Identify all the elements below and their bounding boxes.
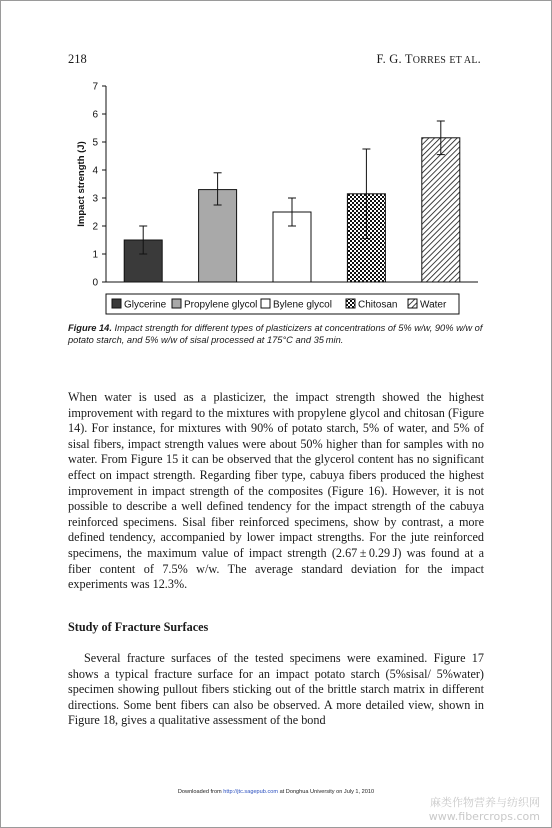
running-head-part: F. G. T <box>376 52 413 66</box>
y-tick-label: 4 <box>92 165 98 177</box>
download-footer <box>0 789 552 795</box>
legend-label: Propylene glycol <box>184 299 258 311</box>
footer-link[interactable]: http://jtc.sagepub.com <box>223 789 279 795</box>
y-tick-label: 2 <box>92 221 98 233</box>
y-tick-label: 6 <box>92 109 98 121</box>
legend-swatch <box>172 299 181 308</box>
y-tick-label: 3 <box>92 193 98 205</box>
running-head-smallcaps: ORRES <box>412 55 447 66</box>
figure-caption-text: Impact strength for different types of plasticizers at concentrations of 5% w/w, 90% w/w of potato starch, and 5% w/w of sisal processed at 175°C and 35 min. <box>68 323 483 345</box>
legend-label: Glycerine <box>124 299 167 311</box>
body-paragraph: Several fracture surfaces of the tested specimens were examined. Figure 17 shows a typical fracture surface for an impact potato starch (5%sisal/ 5%water) specimen showing pullout fibers sticking out of the brittle starch matrix in different directions. Some bent fibers can also be observed. A more detailed view, shown in Figure 18, gives a qualitative assessment of the bond <box>68 651 484 728</box>
legend-swatch <box>408 299 417 308</box>
body-paragraph: When water is used as a plasticizer, the impact strength showed the highest improvement with regard to the mixtures with propylene glycol and chitosan (Figure 14). For instance, for mixtures with 90% of potato starch, 5% of water, and 5% of sisal fibers, impact strength values were about 50% higher than for samples with no water. From Figure 15 it can be observed that the glycerol content has no significant effect on impact strength. Regarding fiber type, cabuya fibers produced the highest improvement in impact strength of the composites (Figure 16). However, it is not possible to describe a well defined tendency for the impact strength of the cabuya reinforced specimens. Sisal fiber reinforced specimens, show by contrast, a more defined tendency, accompanied by lower impact strengths. For the jute reinforced specimens, the maximum value of impact strength (2.67 ± 0.29 J) was found at a fiber content of 7.5% w/w. The average standard deviation for the impact experiments was 12.3%. <box>68 390 484 592</box>
section-heading: Study of Fracture Surfaces <box>68 620 209 634</box>
running-head <box>376 52 481 67</box>
legend-label: Chitosan <box>358 299 398 311</box>
watermark-url: www.fibercrops.com <box>428 810 540 823</box>
legend-swatch <box>112 299 121 308</box>
figure-caption <box>68 322 488 346</box>
figure-label: Figure 14. <box>68 323 112 333</box>
legend-label: Bylene glycol <box>273 299 332 311</box>
watermark-chinese: 麻类作物营养与纺织网 <box>430 796 540 809</box>
y-tick-label: 1 <box>92 249 98 261</box>
y-tick-label: 5 <box>92 137 98 149</box>
impact-strength-chart <box>68 74 488 319</box>
site-watermark <box>429 796 540 824</box>
page-number: 218 <box>68 52 87 66</box>
footer-prefix: Downloaded from <box>177 789 224 795</box>
legend-swatch <box>261 299 270 308</box>
y-tick-label: 0 <box>92 277 98 289</box>
running-head-smallcaps: ET AL <box>449 55 478 66</box>
running-head-period: . <box>477 52 481 66</box>
legend-swatch <box>346 299 355 308</box>
y-axis-label: Impact strength (J) <box>76 141 87 227</box>
y-tick-label: 7 <box>92 81 98 93</box>
footer-suffix: at Donghua University on July 1, 2010 <box>278 789 375 795</box>
chart-legend <box>106 294 459 314</box>
bar <box>422 138 460 282</box>
legend-label: Water <box>420 299 447 311</box>
